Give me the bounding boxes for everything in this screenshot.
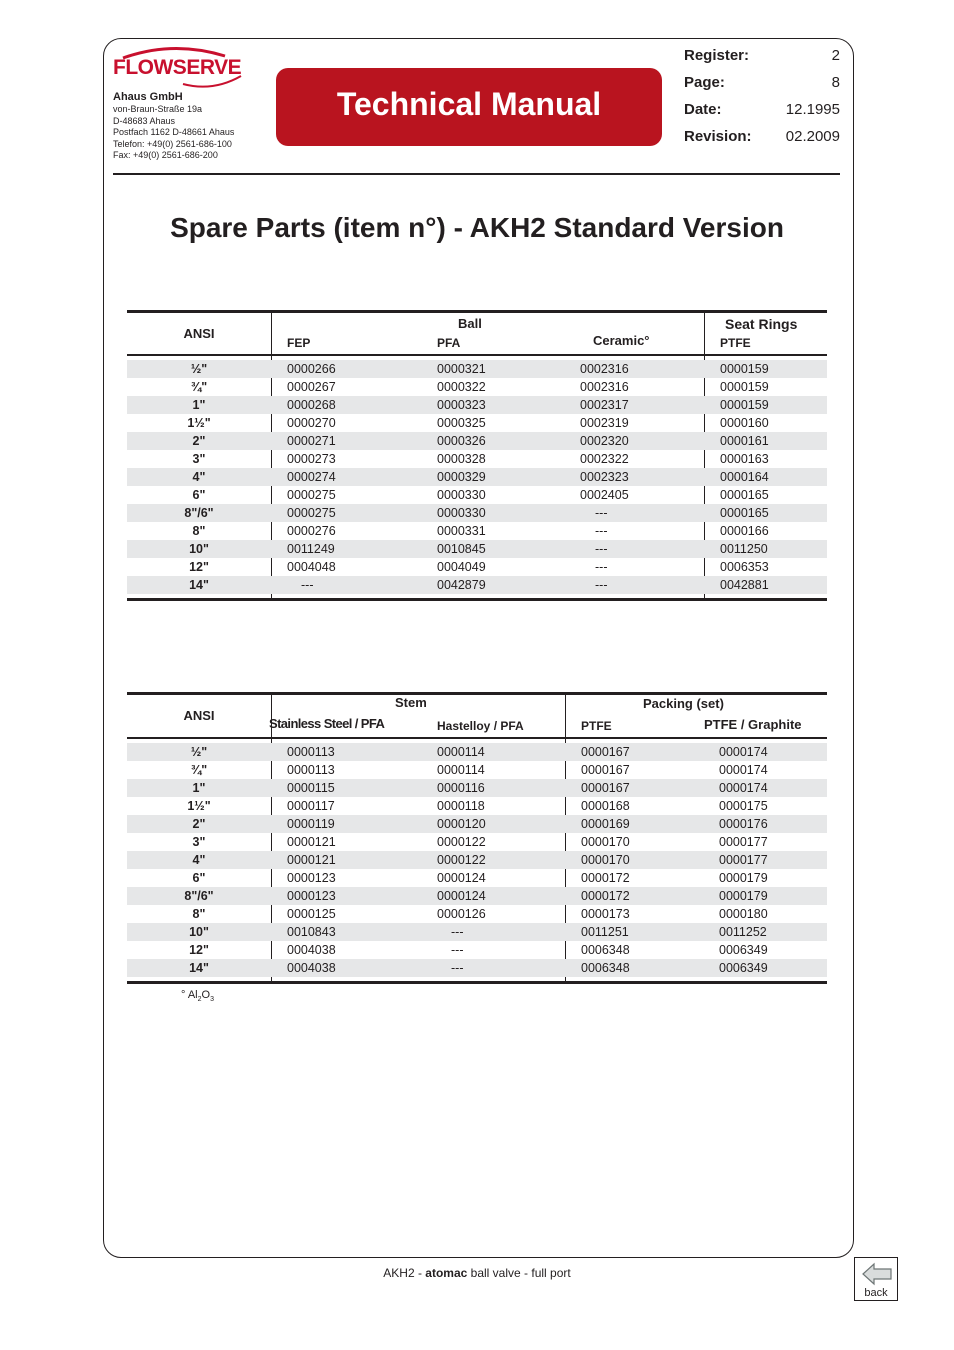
address-line: D-48683 Ahaus: [113, 115, 176, 126]
table-row: 3" 0000273 0000328 0002322 0000163: [192, 452, 769, 466]
ball-seat-table: [127, 310, 827, 602]
table-rule: [127, 354, 827, 356]
table-rule: [127, 310, 827, 313]
ceramic-footnote: ° $Al_2O_3$: [181, 989, 215, 1004]
table-row: 8" 0000276 0000331 --- 0000166: [192, 524, 769, 538]
table-row: 3" 0000121 0000122 0000170 0000177: [192, 835, 768, 849]
company-info: [113, 91, 234, 162]
table-row: 12" 0004048 0004049 --- 0006353: [189, 560, 769, 574]
header-fep: FEP: [287, 336, 311, 350]
logo-text: FLOWSERVE: [113, 56, 242, 79]
table-row: 6" 0000123 0000124 0000172 0000179: [192, 871, 768, 885]
table-row: ¾" 0000267 0000322 0002316 0000159: [190, 380, 769, 394]
table-row: 10" 0010843 --- 0011251 0011252: [127, 923, 827, 941]
manual-title: Technical Manual: [336, 86, 602, 122]
table-rule: [127, 598, 827, 601]
back-button[interactable]: [854, 1257, 898, 1301]
header-packing: Packing (set): [643, 696, 724, 711]
header-stainless: Stainless Steel / PFA: [269, 716, 385, 731]
back-arrow-icon: [861, 1261, 893, 1287]
address-line: Telefon: +49(0) 2561-686-100: [113, 138, 232, 149]
stem-packing-table: [127, 692, 827, 986]
header-ball: Ball: [458, 316, 482, 331]
header-hastelloy: Hastelloy / PFA: [437, 719, 524, 733]
table-body: [127, 743, 827, 977]
table-body: [127, 360, 827, 594]
meta-revision: Revision: 02.2009: [684, 128, 840, 145]
table-row: 12" 0004038 --- 0006348 0006349: [189, 943, 768, 957]
table-row: 2" 0000271 0000326 0002320 0000161: [127, 432, 827, 450]
document-meta: [684, 47, 840, 155]
table-row: ½" 0000113 0000114 0000167 0000174: [127, 743, 827, 761]
meta-register: Register: 2: [684, 47, 840, 64]
table-rule: [127, 692, 827, 695]
address-line: Postfach 1162 D-48661 Ahaus: [113, 127, 235, 137]
table-rule: [127, 981, 827, 984]
table-row: 8" 0000125 0000126 0000173 0000180: [192, 907, 768, 921]
table-row: 1" 0000115 0000116 0000167 0000174: [127, 779, 827, 797]
header-ptfe-graphite: PTFE / Graphite: [704, 717, 802, 732]
header-seat-rings: Seat Rings: [725, 316, 798, 332]
table-row: 14" --- 0042879 --- 0042881: [127, 576, 827, 594]
table-row: 1" 0000268 0000323 0002317 0000159: [127, 396, 827, 414]
flowserve-logo: [113, 46, 245, 90]
table-row: 14" 0004038 --- 0006348 0006349: [127, 959, 827, 977]
table-row: ½" 0000266 0000321 0002316 0000159: [127, 360, 827, 378]
table-row: 4" 0000121 0000122 0000170 0000177: [127, 851, 827, 869]
header-ansi: ANSI: [183, 708, 215, 723]
header-ansi: ANSI: [183, 326, 215, 341]
table-row: 10" 0011249 0010845 --- 0011250: [127, 540, 827, 558]
table-row: 6" 0000275 0000330 0002405 0000165: [192, 488, 769, 502]
header-pfa: PFA: [437, 336, 461, 350]
address-line: Fax: +49(0) 2561-686-200: [113, 150, 218, 160]
header-stem: Stem: [395, 695, 427, 710]
back-button-label: back: [864, 1287, 888, 1299]
header-ptfe: PTFE: [720, 336, 751, 350]
table-row: 1½" 0000117 0000118 0000168 0000175: [187, 799, 768, 813]
meta-date: Date: 12.1995: [684, 101, 840, 118]
table-row: 1½" 0000270 0000325 0002319 0000160: [187, 416, 769, 430]
header-ptfe: PTFE: [581, 719, 612, 733]
address-line: von-Braun-Straße 19a: [113, 104, 203, 114]
table-row: 4" 0000274 0000329 0002323 0000164: [127, 468, 827, 486]
manual-title-banner: [276, 68, 662, 146]
table-rule: [127, 737, 827, 739]
table-row: 2" 0000119 0000120 0000169 0000176: [127, 815, 827, 833]
table-row: 8"/6" 0000275 0000330 --- 0000165: [127, 504, 827, 522]
table-row: 8"/6" 0000123 0000124 0000172 0000179: [127, 887, 827, 905]
meta-page: Page: 8: [684, 74, 840, 91]
header-ceramic: Ceramic°: [593, 333, 650, 348]
company-name: Ahaus GmbH: [113, 91, 183, 103]
page-title: Spare Parts (item n°) - AKH2 Standard Version: [170, 212, 784, 243]
header-divider: [113, 173, 840, 175]
table-row: ¾" 0000113 0000114 0000167 0000174: [190, 763, 768, 777]
page-footer: AKH2 - atomac ball valve - full port: [383, 1266, 571, 1280]
